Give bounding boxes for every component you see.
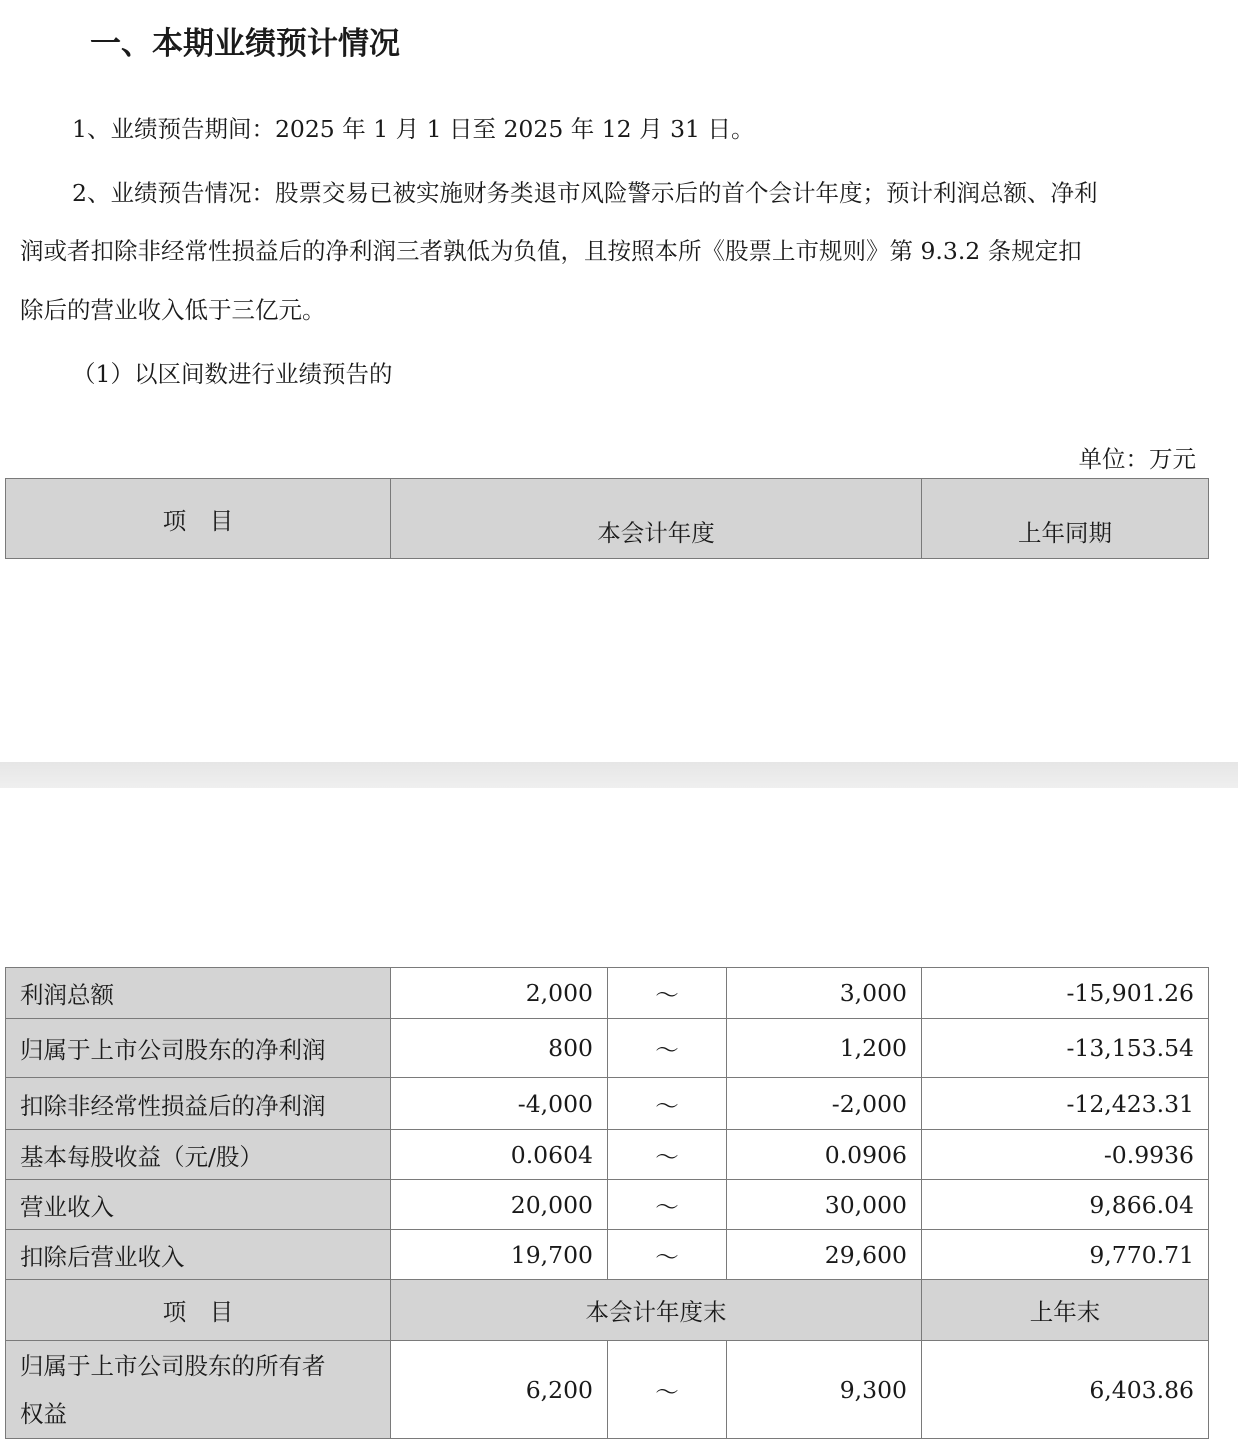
row-label [6, 1341, 391, 1439]
row-label: 扣除后营业收入 [6, 1230, 391, 1280]
table-row [6, 1341, 1209, 1439]
prior-value: 9,866.04 [922, 1180, 1209, 1230]
high-value: 9,300 [727, 1341, 922, 1439]
high-value: 0.0906 [727, 1130, 922, 1180]
high-value: 30,000 [727, 1180, 922, 1230]
header-item: 项 目 [6, 1280, 391, 1341]
low-value: 800 [391, 1019, 608, 1078]
row-label: 基本每股收益（元/股） [6, 1130, 391, 1180]
prior-value: -13,153.54 [922, 1019, 1209, 1078]
range-separator: ～ [608, 1019, 727, 1078]
header-current-year: 本会计年度 [391, 479, 922, 559]
table-row [6, 1019, 1209, 1078]
header-prior-period: 上年同期 [922, 479, 1209, 559]
header-current-year-end: 本会计年度末 [391, 1280, 922, 1341]
unit-label: 单位：万元 [1078, 445, 1196, 473]
table-row [6, 1078, 1209, 1130]
low-value: 20,000 [391, 1180, 608, 1230]
forecast-situation-line-3: 除后的营业收入低于三亿元。 [20, 296, 326, 324]
table-row [6, 1230, 1209, 1280]
prior-value: -12,423.31 [922, 1078, 1209, 1130]
low-value: 2,000 [391, 968, 608, 1019]
forecast-table-header [5, 478, 1209, 559]
section-title: 一、本期业绩预计情况 [90, 26, 400, 62]
high-value: 3,000 [727, 968, 922, 1019]
header-item: 项 目 [6, 479, 391, 559]
forecast-period: 1、业绩预告期间：2025 年 1 月 1 日至 2025 年 12 月 31 日。 [72, 115, 755, 143]
low-value: 19,700 [391, 1230, 608, 1280]
low-value: 0.0604 [391, 1130, 608, 1180]
row-label: 扣除非经常性损益后的净利润 [6, 1078, 391, 1130]
high-value: -2,000 [727, 1078, 922, 1130]
high-value: 29,600 [727, 1230, 922, 1280]
row-label: 营业收入 [6, 1180, 391, 1230]
low-value: -4,000 [391, 1078, 608, 1130]
range-separator: ～ [608, 1130, 727, 1180]
equity-header-row [6, 1280, 1209, 1341]
table-row [6, 1130, 1209, 1180]
forecast-table-body [5, 967, 1209, 1439]
prior-value: 6,403.86 [922, 1341, 1209, 1439]
range-separator: ～ [608, 1230, 727, 1280]
low-value: 6,200 [391, 1341, 608, 1439]
page-break [0, 762, 1238, 788]
interval-forecast-subheading: （1）以区间数进行业绩预告的 [72, 360, 393, 388]
row-label: 利润总额 [6, 968, 391, 1019]
row-label: 归属于上市公司股东的净利润 [6, 1019, 391, 1078]
prior-value: -0.9936 [922, 1130, 1209, 1180]
table-row [6, 968, 1209, 1019]
prior-value: 9,770.71 [922, 1230, 1209, 1280]
range-separator: ～ [608, 968, 727, 1019]
row-label-line: 权益 [20, 1399, 67, 1428]
table-row [6, 1180, 1209, 1230]
forecast-situation-line-1: 2、业绩预告情况：股票交易已被实施财务类退市风险警示后的首个会计年度；预计利润总额、净利 [72, 179, 1098, 207]
range-separator: ～ [608, 1341, 727, 1439]
high-value: 1,200 [727, 1019, 922, 1078]
range-separator: ～ [608, 1078, 727, 1130]
range-separator: ～ [608, 1180, 727, 1230]
row-label-line: 归属于上市公司股东的所有者 [20, 1351, 326, 1380]
header-prior-year-end: 上年末 [922, 1280, 1209, 1341]
prior-value: -15,901.26 [922, 968, 1209, 1019]
forecast-situation-line-2: 润或者扣除非经常性损益后的净利润三者孰低为负值，且按照本所《股票上市规则》第 9.3.2 条规定扣 [20, 237, 1082, 265]
